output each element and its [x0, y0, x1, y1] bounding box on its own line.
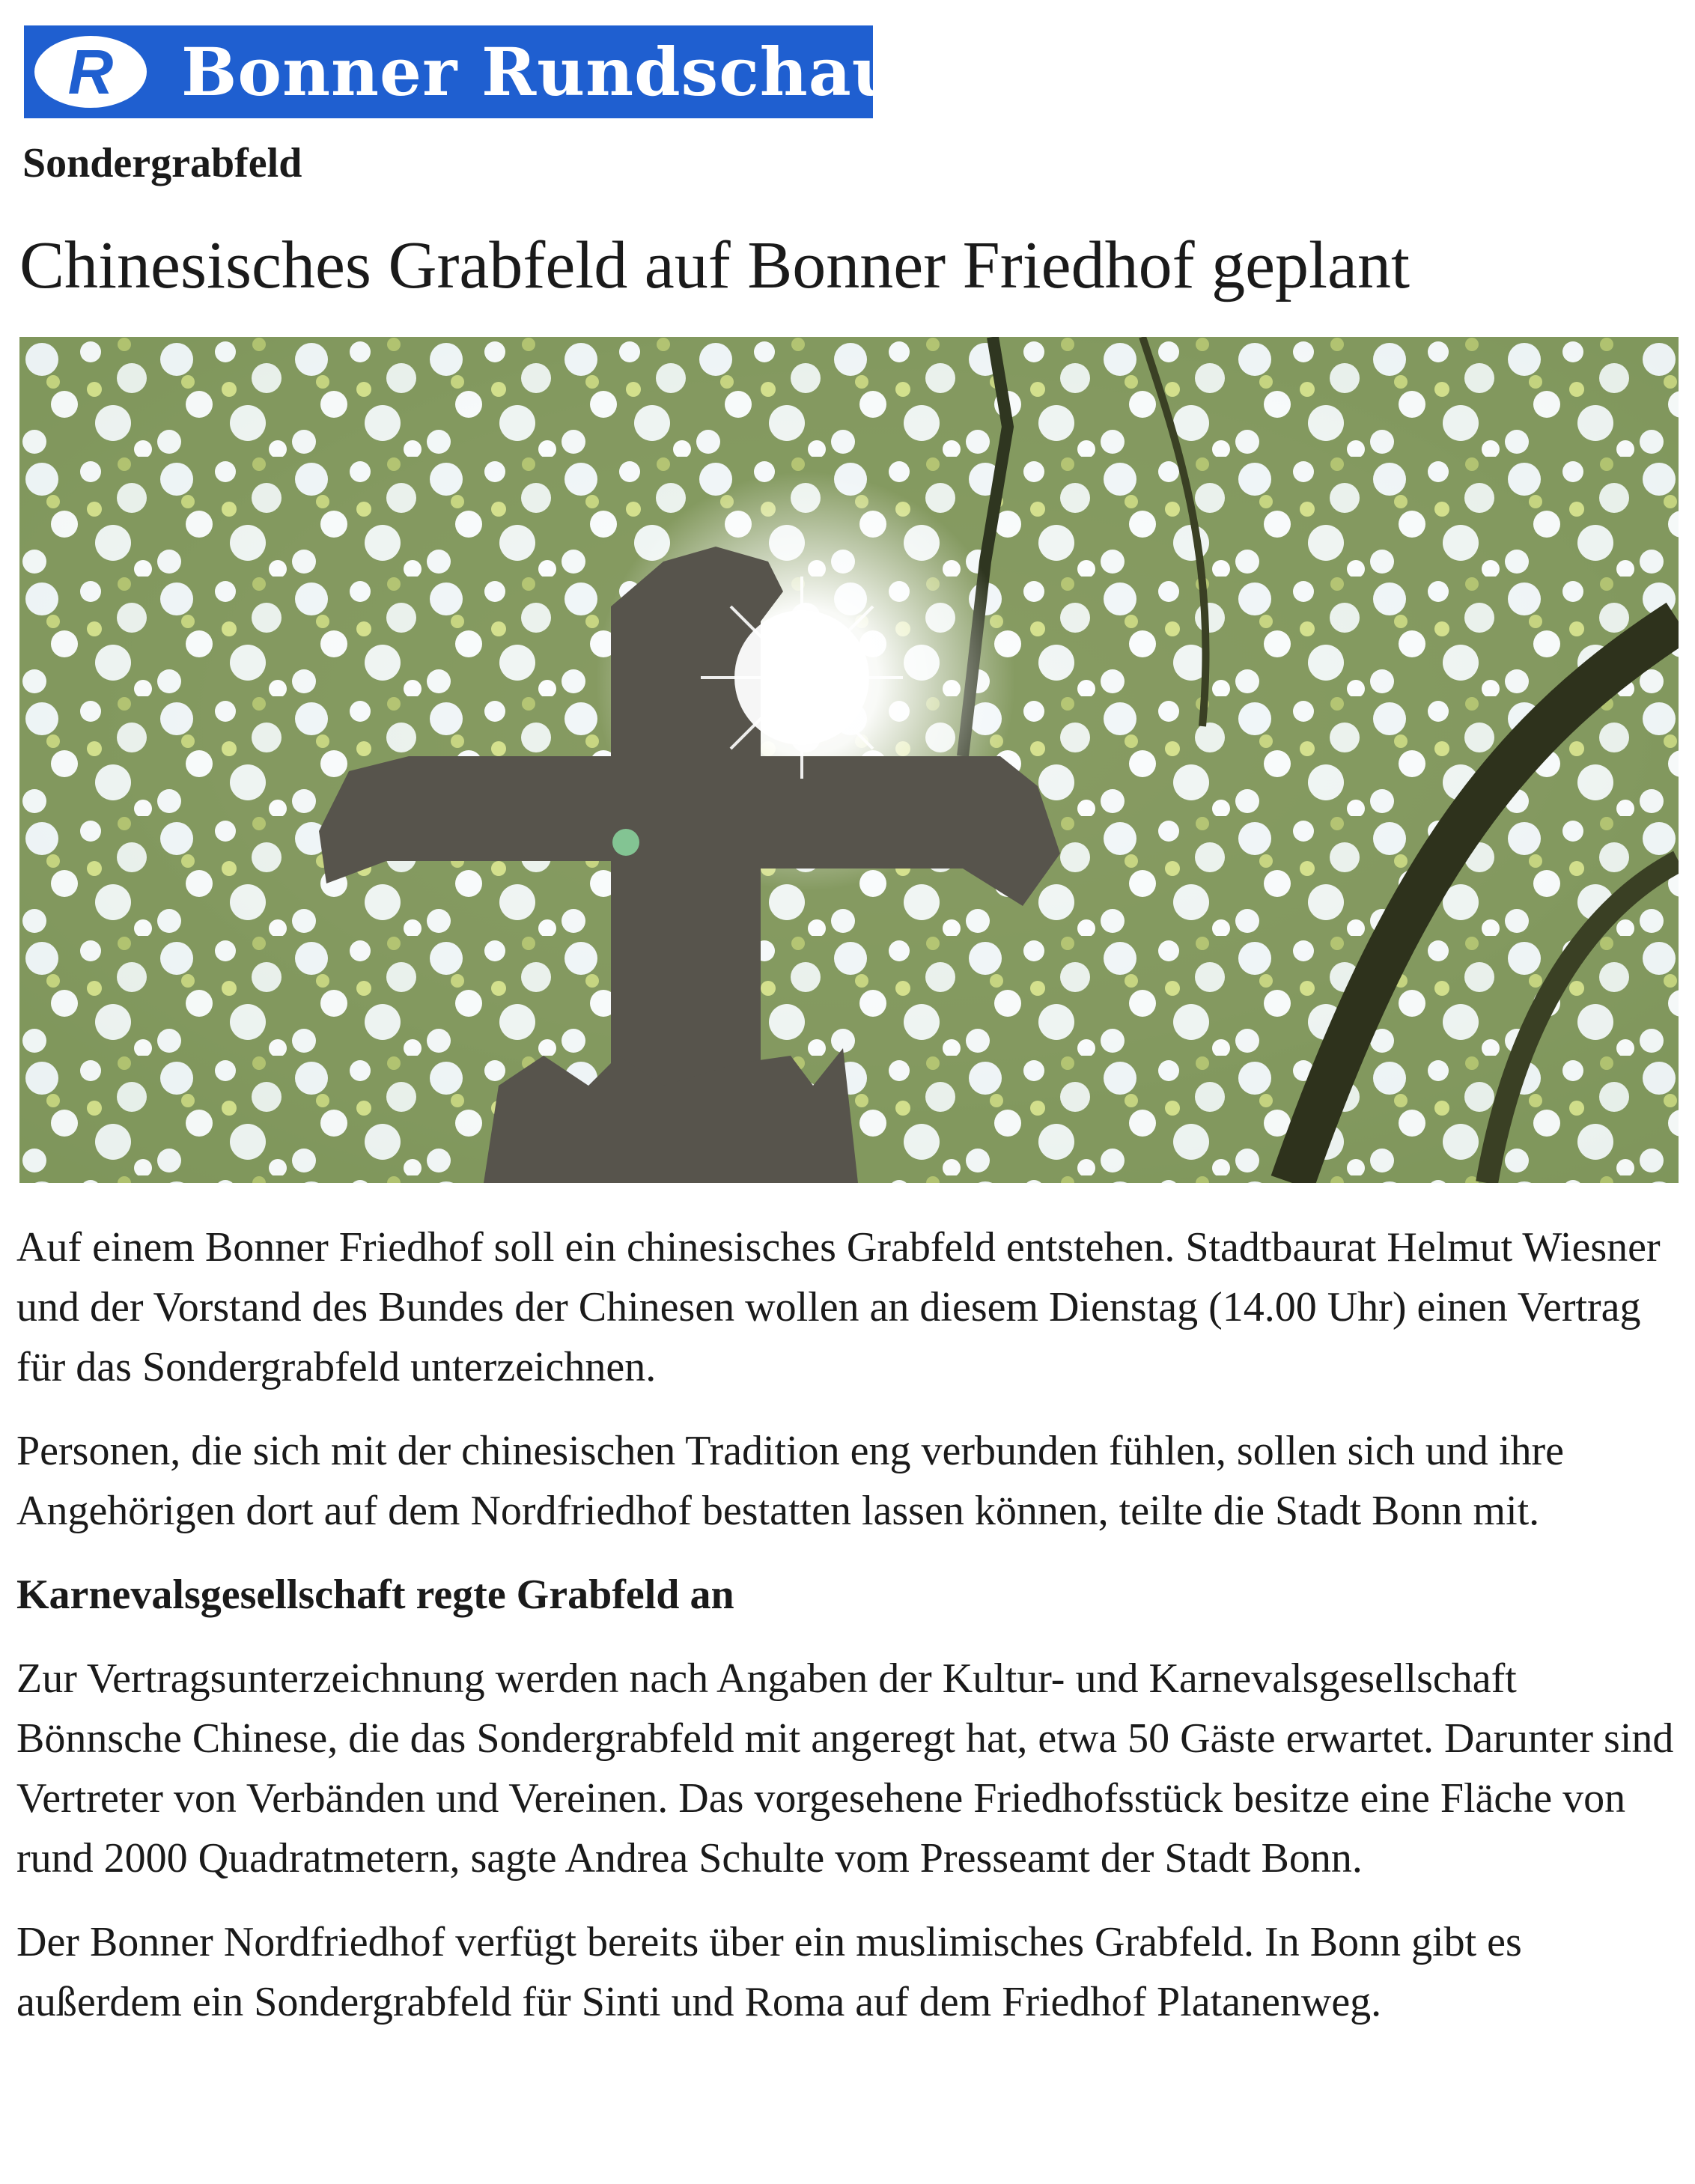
article-kicker: Sondergrabfeld	[22, 140, 302, 186]
masthead-logo[interactable]	[24, 25, 901, 118]
newspaper-name: Bonner Rundschau	[181, 33, 901, 111]
article-subheading: Karnevalsgesellschaft regte Grabfeld an	[16, 1572, 734, 1618]
cross-under-trees-image	[19, 337, 1679, 1183]
article-photo	[19, 337, 1679, 1183]
paragraph-3: Zur Vertragsunterzeichnung werden nach Angaben der Kultur- und Karnevalsgesellschaft Bönnsche Chinese, die das Sondergrabfeld mit angeregt hat, etwa 50 Gäste erwartet. Darunter sind Vertreter von Verbänden und Vereinen. Das vorgesehene Friedhofsstück besitze eine Fläche von rund 2000 Quadratmetern, sagte Andrea Schulte vom Presseamt der Stadt Bonn.	[16, 1655, 1674, 1882]
paragraph-4: Der Bonner Nordfriedhof verfügt bereits über ein muslimisches Grabfeld. In Bonn gibt es außerdem ein Sondergrabfeld für Sinti und Roma auf dem Friedhof Platanenweg.	[16, 1919, 1522, 2025]
logo-r-emblem: R	[34, 36, 147, 108]
paragraph-2: Personen, die sich mit der chinesischen Tradition eng verbunden fühlen, sollen sich und ihre Angehörigen dort auf dem Nordfriedhof bestatten lassen können, teilte die Stadt Bonn mit.	[16, 1428, 1564, 1534]
article-body	[16, 1217, 1679, 2056]
paragraph-1: Auf einem Bonner Friedhof soll ein chinesisches Grabfeld entstehen. Stadtbaurat Helmut Wiesner und der Vorstand des Bundes der Chinesen wollen an diesem Dienstag (14.00 Uhr) einen Vertrag für das Sondergrabfeld unterzeichnen.	[16, 1224, 1661, 1390]
article-headline: Chinesisches Grabfeld auf Bonner Friedhof geplant	[19, 228, 1410, 302]
